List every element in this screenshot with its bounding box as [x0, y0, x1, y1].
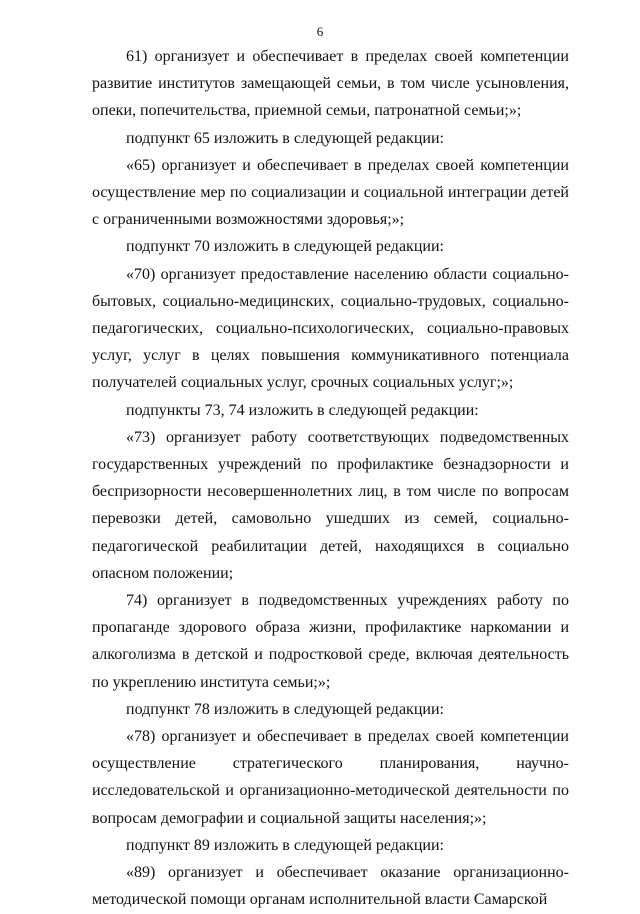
instruction-70: подпункт 70 изложить в следующей редакции:	[126, 238, 444, 256]
paragraph-74: 74) организует в подведомственных учреждениях работу по пропаганде здорового образа жизни, профилактике наркомании и алкоголизма в детской и подростковой среде, включая деятельность по укреплению института семьи;»;	[92, 592, 569, 691]
instruction-89: подпункт 89 изложить в следующей редакции:	[126, 836, 444, 854]
paragraph-73: «73) организует работу соответствующих подведомственных государственных учреждений по профилактике безнадзорности и беспризорности несовершеннолетних лиц, в том числе по вопросам перевозки детей, самовольно ушедших из семей, социально-педагогической реабилитации детей, находящихся в социально опасном положении;	[92, 428, 569, 582]
document-body	[92, 43, 569, 914]
instruction-65: подпункт 65 изложить в следующей редакции:	[126, 129, 444, 147]
instruction-78: подпункт 78 изложить в следующей редакции:	[126, 700, 444, 718]
paragraph-78: «78) организует и обеспечивает в пределах своей компетенции осуществление стратегического планирования, научно-исследовательской и организационно-методической деятельности по вопросам демографии и социальной защиты населения;»;	[92, 728, 569, 827]
instruction-73-74: подпункты 73, 74 изложить в следующей редакции:	[126, 401, 479, 419]
paragraph-89: «89) организует и обеспечивает оказание организационно-методической помощи органам исполнительной власти Самарской	[92, 864, 569, 909]
paragraph-70: «70) организует предоставление населению области социально-бытовых, социально-медицинских, социально-трудовых, социально-педагогических, социально-психологических, социально-правовых услуг, услуг в целях повышения коммуникативного потенциала получателей социальных услуг, срочных социальных услуг;»;	[92, 265, 569, 392]
page-number: 6	[316, 24, 324, 39]
paragraph-65: «65) организует и обеспечивает в пределах своей компетенции осуществление мер по социализации и социальной интеграции детей с ограниченными возможностями здоровья;»;	[92, 156, 569, 229]
paragraph-61: 61) организует и обеспечивает в пределах своей компетенции развитие институтов замещающей семьи, в том числе усыновления, опеки, попечительства, приемной семьи, патронатной семьи;»;	[92, 48, 569, 120]
